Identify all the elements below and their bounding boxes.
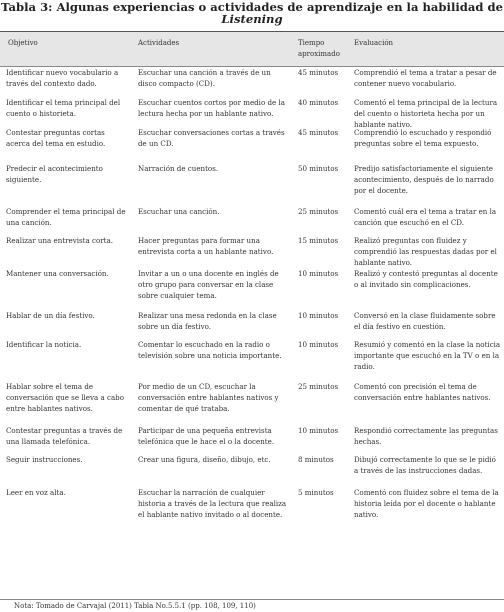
table-note: Nota: Tomado de Carvajal (2011) Tabla No.5.5.1 (pp. 108, 109, 110) (14, 602, 256, 610)
cell-actividades: Escuchar la narración de cualquier historia a través de la lectura que realiza el hablante nativo invitado o al docente. (138, 488, 287, 520)
cell-objetivo: Hablar de un día festivo. (6, 311, 95, 320)
cell-actividades: Comentar lo escuchado en la radio o televisión sobre una noticia importante. (138, 340, 282, 361)
cell-actividades: Escuchar conversaciones cortas a través de un CD. (138, 128, 285, 149)
cell-objetivo: Contestar preguntas cortas acerca del tema en estudio. (6, 128, 106, 149)
cell-actividades: Participar de una pequeña entrevista telefónica que le hace el o la docente. (138, 426, 275, 447)
cell-tiempo: 25 minutos (298, 382, 339, 391)
table-title (0, 0, 504, 25)
cell-actividades: Crear una figura, diseño, dibujo, etc. (138, 455, 271, 464)
table-bottom-rule (0, 599, 504, 600)
cell-objetivo: Identificar la noticia. (6, 340, 82, 349)
cell-actividades: Por medio de un CD, escuchar la conversación entre hablantes nativos y comentar de qué trataba. (138, 382, 279, 414)
header-tiempo: Tiempo aproximado (298, 39, 340, 58)
cell-tiempo: 10 minutos (298, 269, 339, 278)
cell-actividades: Escuchar cuentos cortos por medio de la lectura hecha por un hablante nativo. (138, 98, 285, 119)
cell-tiempo: 25 minutos (298, 207, 339, 216)
cell-tiempo: 50 minutos (298, 164, 339, 173)
cell-tiempo: 8 minutos (298, 455, 334, 464)
cell-objetivo: Identificar nuevo vocabulario a través del contexto dado. (6, 68, 119, 89)
cell-evaluacion: Respondió correctamente las preguntas hechas. (354, 426, 498, 447)
cell-evaluacion: Comentó con fluidez sobre el tema de la historia leída por el docente o hablante nativo. (354, 488, 499, 520)
cell-objetivo: Identificar el tema principal del cuento o historieta. (6, 98, 121, 119)
cell-objetivo: Mantener una conversación. (6, 269, 109, 278)
cell-actividades: Narración de cuentos. (138, 164, 219, 173)
cell-objetivo: Comprender el tema principal de una canción. (6, 207, 126, 228)
cell-evaluacion: Resumió y comentó en la clase la noticia importante que escuchó en la TV o en la radio. (354, 340, 501, 372)
table-title-line2: Listening (221, 12, 283, 26)
cell-evaluacion: Comentó con precisión el tema de conversación entre hablantes nativos. (354, 382, 491, 403)
cell-evaluacion: Predijo satisfactoriamente el siguiente acontecimiento, después de lo narrado por el docente. (354, 164, 494, 196)
cell-objetivo: Realizar una entrevista corta. (6, 236, 113, 245)
cell-objetivo: Seguir instrucciones. (6, 455, 83, 464)
cell-objetivo: Hablar sobre el tema de conversación que se lleva a cabo entre hablantes nativos. (6, 382, 124, 414)
header-actividades: Actividades (138, 39, 180, 47)
cell-evaluacion: Realizó preguntas con fluidez y comprendió las respuestas dadas por el hablante nativo. (354, 236, 497, 268)
cell-objetivo: Leer en voz alta. (6, 488, 66, 497)
cell-actividades: Invitar a un o una docente en inglés de otro grupo para conversar en la clase sobre cualquier tema. (138, 269, 279, 301)
cell-tiempo: 45 minutos (298, 128, 339, 137)
cell-evaluacion: Conversó en la clase fluidamente sobre el día festivo en cuestión. (354, 311, 496, 332)
table-header (0, 31, 504, 67)
cell-actividades: Hacer preguntas para formar una entrevista corta a un hablante nativo. (138, 236, 274, 257)
cell-tiempo: 45 minutos (298, 68, 339, 77)
cell-actividades: Escuchar una canción. (138, 207, 220, 216)
cell-evaluacion: Comprendió lo escuchado y respondió preguntas sobre el tema expuesto. (354, 128, 492, 149)
cell-objetivo: Predecir el acontecimiento siguiente. (6, 164, 103, 185)
cell-evaluacion: Realizó y contestó preguntas al docente o al invitado sin complicaciones. (354, 269, 498, 290)
header-evaluacion: Evaluación (354, 39, 394, 47)
cell-actividades: Realizar una mesa redonda en la clase sobre un día festivo. (138, 311, 277, 332)
cell-tiempo: 15 minutos (298, 236, 339, 245)
cell-evaluacion: Comentó el tema principal de la lectura del cuento o historieta hecha por un hablante nativo. (354, 98, 498, 130)
cell-tiempo: 5 minutos (298, 488, 334, 497)
table-title-line1: Tabla 3: Algunas experiencias o actividades de aprendizaje en la habilidad de (0, 0, 503, 14)
cell-evaluacion: Dibujó correctamente lo que se le pidió a través de las instrucciones dadas. (354, 455, 496, 476)
header-objetivo: Objetivo (8, 39, 38, 47)
cell-objetivo: Contestar preguntas a través de una llamada telefónica. (6, 426, 123, 447)
cell-evaluacion: Comprendió el tema a tratar a pesar de contener nuevo vocabulario. (354, 68, 497, 89)
cell-tiempo: 40 minutos (298, 98, 339, 107)
cell-tiempo: 10 minutos (298, 340, 339, 349)
cell-tiempo: 10 minutos (298, 426, 339, 435)
cell-actividades: Escuchar una canción a través de un disco compacto (CD). (138, 68, 271, 89)
cell-tiempo: 10 minutos (298, 311, 339, 320)
cell-evaluacion: Comentó cuál era el tema a tratar en la canción que escuchó en el CD. (354, 207, 497, 228)
